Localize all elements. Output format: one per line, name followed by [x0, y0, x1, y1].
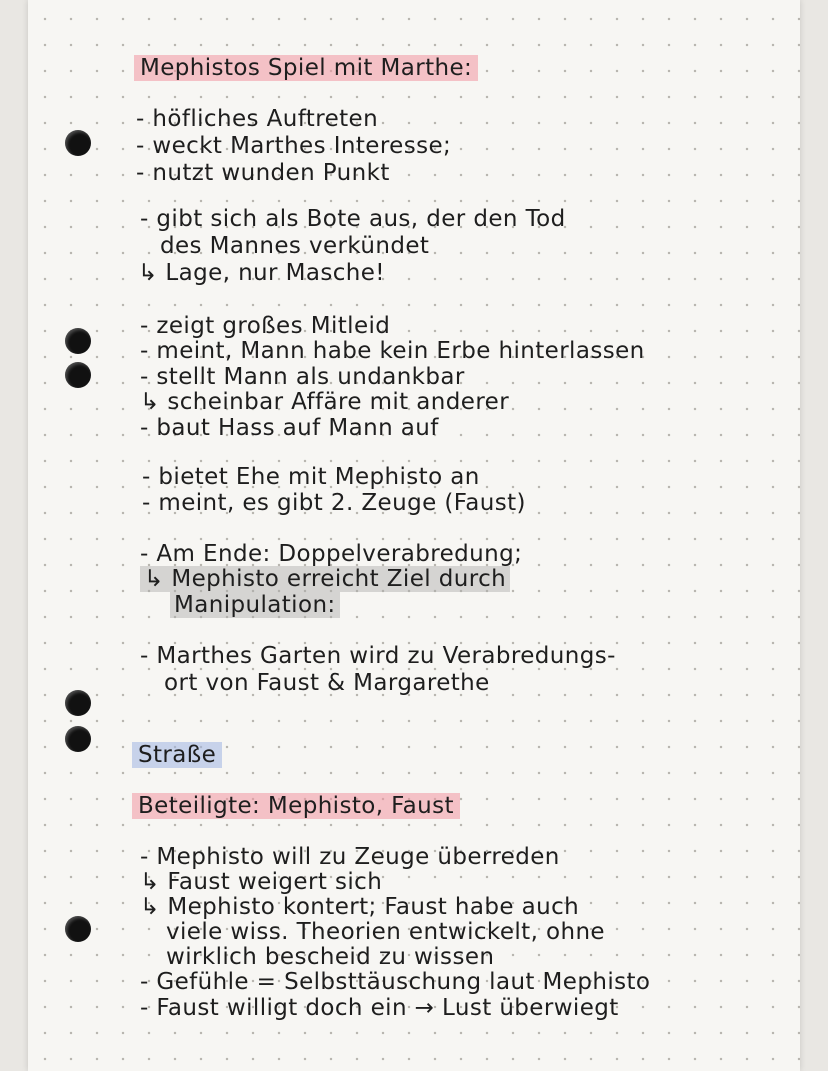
note-line: ↳ Mephisto kontert; Faust habe auch: [140, 894, 580, 920]
note-line: wirklich bescheid zu wissen: [166, 944, 495, 970]
note-line: - Am Ende: Doppelverabredung;: [140, 541, 523, 567]
note-line-highlighted: ↳ Mephisto erreicht Ziel durch: [140, 566, 510, 592]
punch-hole: [65, 130, 91, 156]
note-line-highlighted: Manipulation:: [170, 592, 340, 618]
note-line: viele wiss. Theorien entwickelt, ohne: [166, 919, 605, 945]
note-line: - meint, Mann habe kein Erbe hinterlassen: [140, 338, 645, 364]
note-line: - bietet Ehe mit Mephisto an: [142, 464, 480, 490]
note-line: ↳ Faust weigert sich: [140, 869, 383, 895]
note-line: ↳ Lage, nur Masche!: [138, 260, 385, 286]
punch-hole: [65, 690, 91, 716]
note-line: - Faust willigt doch ein → Lust überwiegt: [140, 995, 619, 1021]
note-line: - stellt Mann als undankbar: [140, 364, 465, 390]
note-line: - zeigt großes Mitleid: [140, 313, 391, 339]
punch-hole: [65, 362, 91, 388]
note-line: ↳ scheinbar Affäre mit anderer: [140, 389, 510, 415]
punch-hole: [65, 726, 91, 752]
heading-mephisto-marthe: Mephistos Spiel mit Marthe:: [134, 55, 478, 81]
note-line: - weckt Marthes Interesse;: [136, 133, 452, 159]
note-line: - Gefühle = Selbsttäuschung laut Mephisto: [140, 969, 651, 995]
note-line: - baut Hass auf Mann auf: [140, 415, 439, 441]
note-line: - Marthes Garten wird zu Verabredungs-: [140, 643, 616, 669]
note-line: ort von Faust & Margarethe: [164, 670, 490, 696]
heading-strasse: Straße: [132, 742, 222, 768]
note-line: - meint, es gibt 2. Zeuge (Faust): [142, 490, 526, 516]
note-line: - Mephisto will zu Zeuge überreden: [140, 844, 560, 870]
punch-hole: [65, 328, 91, 354]
punch-hole: [65, 916, 91, 942]
note-line: - gibt sich als Bote aus, der den Tod: [140, 206, 566, 232]
note-line: - nutzt wunden Punkt: [136, 160, 390, 186]
note-line: - höfliches Auftreten: [136, 106, 379, 132]
note-line: des Mannes verkündet: [160, 233, 430, 259]
participants-line: Beteiligte: Mephisto, Faust: [132, 793, 460, 819]
